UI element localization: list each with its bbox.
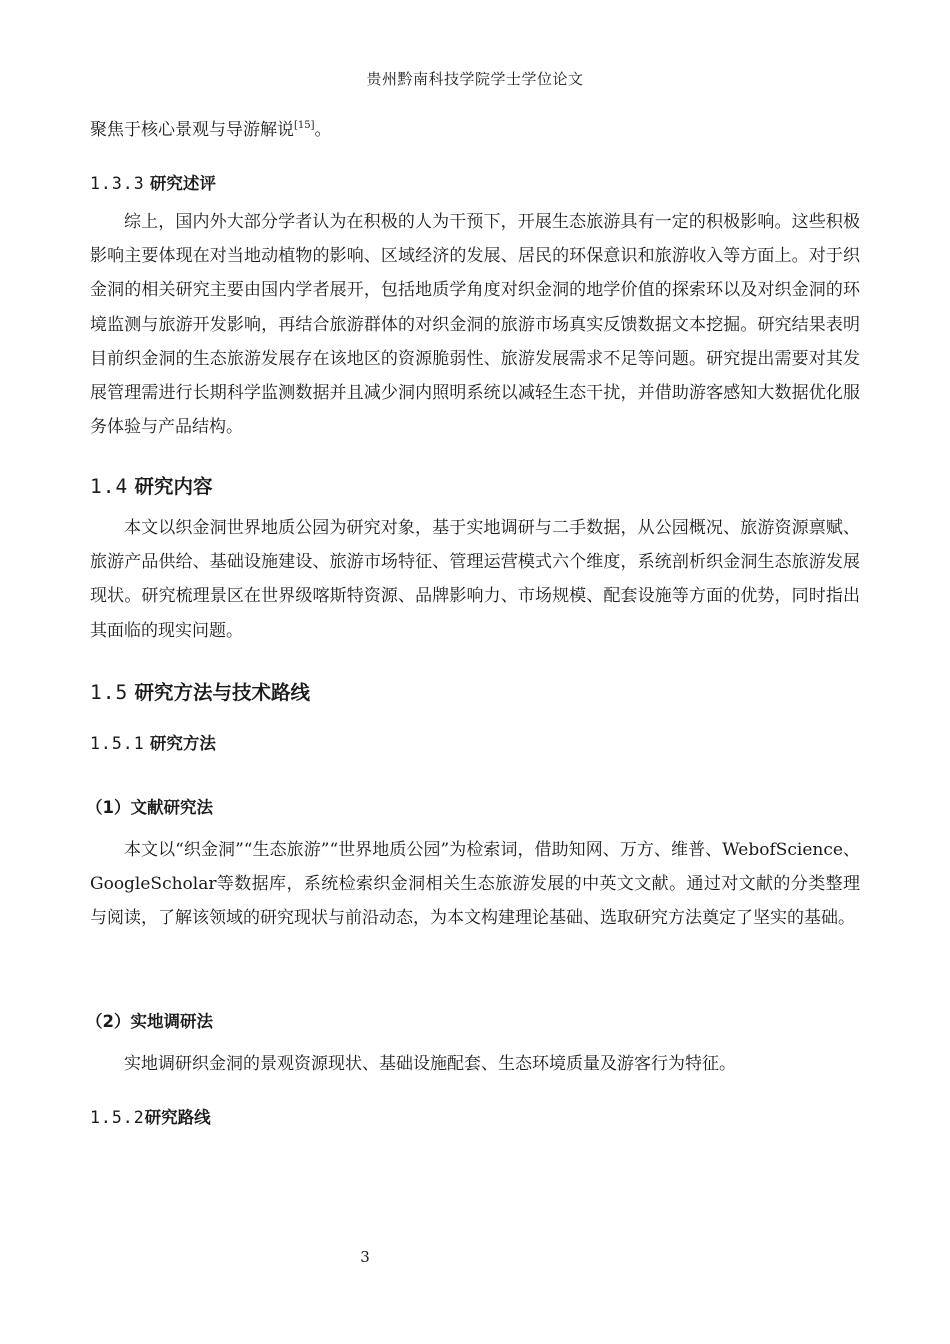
paragraph-literature-method: 本文以“织金洞”“生态旅游”“世界地质公园”为检索词，借助知网、万方、维普、WebofScience、GoogleScholar等数据库，系统检索织金洞相关生态旅游发展的中英文文献。通过对文献的分类整理与阅读，了解该领域的研究现状与前沿动态，为本文构建理论基础、选取研究方法奠定了坚实的基础。 — [90, 840, 860, 929]
paragraph-research-review: 综上，国内外大部分学者认为在积极的人为干预下，开展生态旅游具有一定的积极影响。这些积极影响主要体现在对当地动植物的影响、区域经济的发展、居民的环保意识和旅游收入等方面上。对于织金洞的相关研究主要由国内学者展开，包括地质学角度对织金洞的地学价值的探索环以及对织金洞的环境监测与旅游开发影响，再结合旅游群体的对织金洞的旅游市场真实反馈数据文本挖掘。研究结果表明目前织金洞的生态旅游发展存在该地区的资源脆弱性、旅游发展需求不足等问题。研究提出需要对其发展管理需进行长期科学监测数据并且减少洞内照明系统以减轻生态干扰，并借助游客感知大数据优化服务体验与产品结构。 — [90, 212, 860, 438]
running-header: 贵州黔南科技学院学士学位论文 — [366, 70, 584, 88]
heading-label: 研究方法 — [149, 734, 216, 753]
heading-number: 1.5.1 — [90, 734, 145, 753]
paragraph-fieldwork-method: 实地调研织金洞的景观资源现状、基础设施配套、生态环境质量及游客行为特征。 — [124, 1054, 736, 1074]
heading-number: 1.5 — [90, 681, 129, 704]
heading-1-4 — [90, 473, 860, 501]
paragraph-continuation-text: 聚焦于核心景观与导游解说 — [90, 120, 294, 140]
heading-label: 研究内容 — [134, 475, 213, 498]
heading-method-fieldwork — [86, 1011, 856, 1033]
citation-ref: [15] — [294, 120, 315, 131]
heading-1-5-1 — [90, 733, 860, 755]
heading-number: 1.5.2 — [90, 1108, 145, 1127]
heading-1-3-3 — [90, 173, 860, 195]
heading-number: 1.4 — [90, 475, 129, 498]
heading-1-5-2 — [90, 1107, 860, 1129]
paragraph-continuation-end: 。 — [314, 120, 332, 140]
heading-method-literature — [86, 797, 856, 819]
heading-1-5 — [90, 679, 860, 707]
heading-label: 研究方法与技术路线 — [134, 681, 310, 704]
paragraph-research-content: 本文以织金洞世界地质公园为研究对象，基于实地调研与二手数据，从公园概况、旅游资源禀赋、旅游产品供给、基础设施建设、旅游市场特征、管理运营模式六个维度，系统剖析织金洞生态旅游发展现状。研究梳理景区在世界级喀斯特资源、品牌影响力、市场规模、配套设施等方面的优势，同时指出其面临的现实问题。 — [90, 518, 860, 641]
paragraph-continuation — [90, 113, 860, 147]
heading-label: 研究路线 — [144, 1108, 211, 1127]
heading-label: （2）实地调研法 — [86, 1012, 213, 1031]
page-number: 3 — [360, 1248, 370, 1266]
heading-label: （1）文献研究法 — [86, 798, 213, 817]
heading-label: 研究述评 — [149, 174, 216, 193]
heading-number: 1.3.3 — [90, 174, 145, 193]
